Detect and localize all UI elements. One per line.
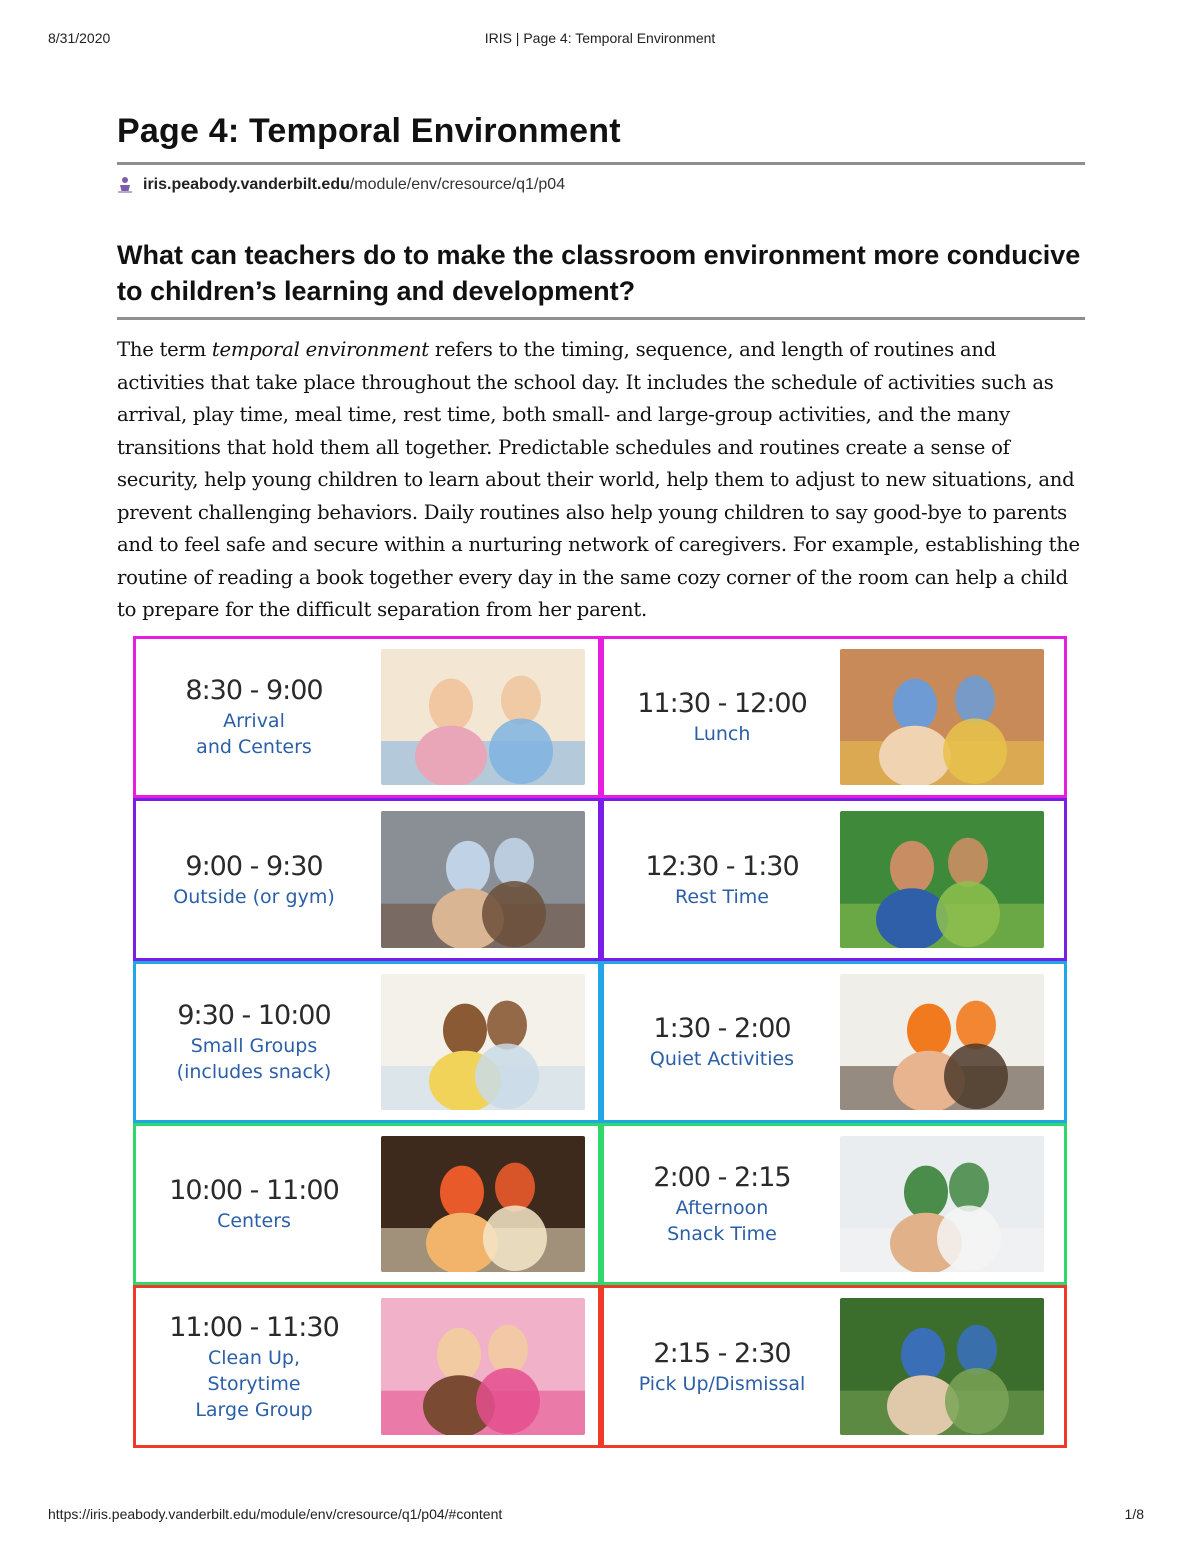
print-header — [48, 30, 1152, 50]
schedule-time: 1:30 - 2:00 — [653, 1013, 791, 1044]
schedule-activity: Rest Time — [675, 885, 769, 908]
schedule-text — [604, 1126, 840, 1282]
schedule-text — [136, 1288, 372, 1445]
schedule-cell — [133, 1285, 601, 1448]
print-doc-title: IRIS | Page 4: Temporal Environment — [484, 30, 716, 46]
schedule-time: 2:00 - 2:15 — [653, 1162, 791, 1193]
schedule-activity: Lunch — [693, 723, 751, 745]
schedule-time: 11:00 - 11:30 — [169, 1311, 339, 1343]
schedule-activity: Pick Up/Dismissal — [638, 1372, 806, 1395]
schedule-text — [136, 964, 372, 1120]
paragraph-lead: The term — [117, 338, 212, 361]
schedule-activity: Arrival and Centers — [196, 710, 312, 758]
schedule-activity: Outside (or gym) — [173, 885, 335, 908]
source-link[interactable] — [117, 173, 1085, 197]
schedule-photo — [381, 1136, 585, 1272]
schedule-photo — [840, 1298, 1044, 1435]
print-footer — [48, 1506, 1152, 1526]
schedule-time: 12:30 - 1:30 — [645, 850, 799, 882]
schedule-cell — [601, 798, 1067, 961]
schedule-cell — [601, 1285, 1067, 1448]
schedule-cell — [601, 636, 1067, 798]
schedule-photo — [840, 811, 1044, 948]
print-page-number: 1/8 — [1124, 1506, 1144, 1522]
schedule-photo — [840, 1136, 1044, 1272]
schedule-activity: Small Groups (includes snack) — [176, 1035, 332, 1083]
schedule-activity: Afternoon Snack Time — [667, 1197, 777, 1245]
schedule-text — [604, 964, 840, 1120]
paragraph-rest: refers to the timing, sequence, and length of routines and activities that take place throughout the school day. It includes the schedule of activities such as arrival, play time, meal time, rest time, both small- and large-group activities, and the many transitions that hold them all together. Predictable schedules and routines create a sense of security, help young children to learn about their world, help them to adjust to new situations, and prevent challenging behaviors. Daily routines also help young children to say good-bye to parents and to feel safe and secure within a nurturing network of caregivers. For example, establishing the routine of reading a book together every day in the same cozy corner of the room can help a child to prepare for the difficult separation from her parent. — [117, 338, 1080, 621]
schedule-text — [136, 801, 372, 958]
schedule-time: 2:15 - 2:30 — [653, 1337, 791, 1369]
schedule-time: 8:30 - 9:00 — [185, 675, 323, 706]
title-divider — [117, 162, 1085, 165]
paragraph-term: temporal environment — [211, 338, 429, 361]
schedule-photo — [381, 649, 585, 785]
schedule-text — [136, 639, 372, 795]
schedule-activity: Quiet Activities — [649, 1048, 795, 1070]
question-divider — [117, 317, 1085, 320]
schedule-cell — [133, 1123, 601, 1285]
schedule-text — [136, 1126, 372, 1282]
iris-favicon-icon — [117, 176, 133, 194]
schedule-time: 11:30 - 12:00 — [637, 688, 807, 719]
schedule-cell — [601, 1123, 1067, 1285]
schedule-activity: Centers — [217, 1210, 291, 1232]
print-date: 8/31/2020 — [48, 30, 111, 46]
schedule-activity: Clean Up, Storytime Large Group — [195, 1346, 313, 1421]
schedule-photo — [840, 974, 1044, 1110]
schedule-time: 10:00 - 11:00 — [169, 1175, 339, 1206]
schedule-time: 9:00 - 9:30 — [185, 850, 323, 882]
print-url: https://iris.peabody.vanderbilt.edu/module/env/cresource/q1/p04/#content — [48, 1506, 503, 1522]
schedule-text — [604, 801, 840, 958]
section-question: What can teachers do to make the classroom environment more conducive to children’s learning and development? — [117, 240, 1081, 306]
schedule-photo — [381, 974, 585, 1110]
schedule-cell — [601, 961, 1067, 1123]
page-title: Page 4: Temporal Environment — [117, 112, 621, 150]
intro-paragraph — [117, 334, 1085, 627]
article — [117, 108, 1085, 627]
schedule-time: 9:30 - 10:00 — [177, 1000, 331, 1031]
schedule-cell — [133, 798, 601, 961]
schedule-cell — [133, 961, 601, 1123]
source-path: /module/env/cresource/q1/p04 — [349, 176, 566, 193]
schedule-text — [604, 1288, 840, 1445]
schedule-photo — [381, 1298, 585, 1435]
schedule-photo — [381, 811, 585, 948]
schedule-text — [604, 639, 840, 795]
schedule-photo — [840, 649, 1044, 785]
daily-schedule-chart — [133, 636, 1067, 1448]
source-host: iris.peabody.vanderbilt.edu — [143, 176, 350, 193]
schedule-cell — [133, 636, 601, 798]
